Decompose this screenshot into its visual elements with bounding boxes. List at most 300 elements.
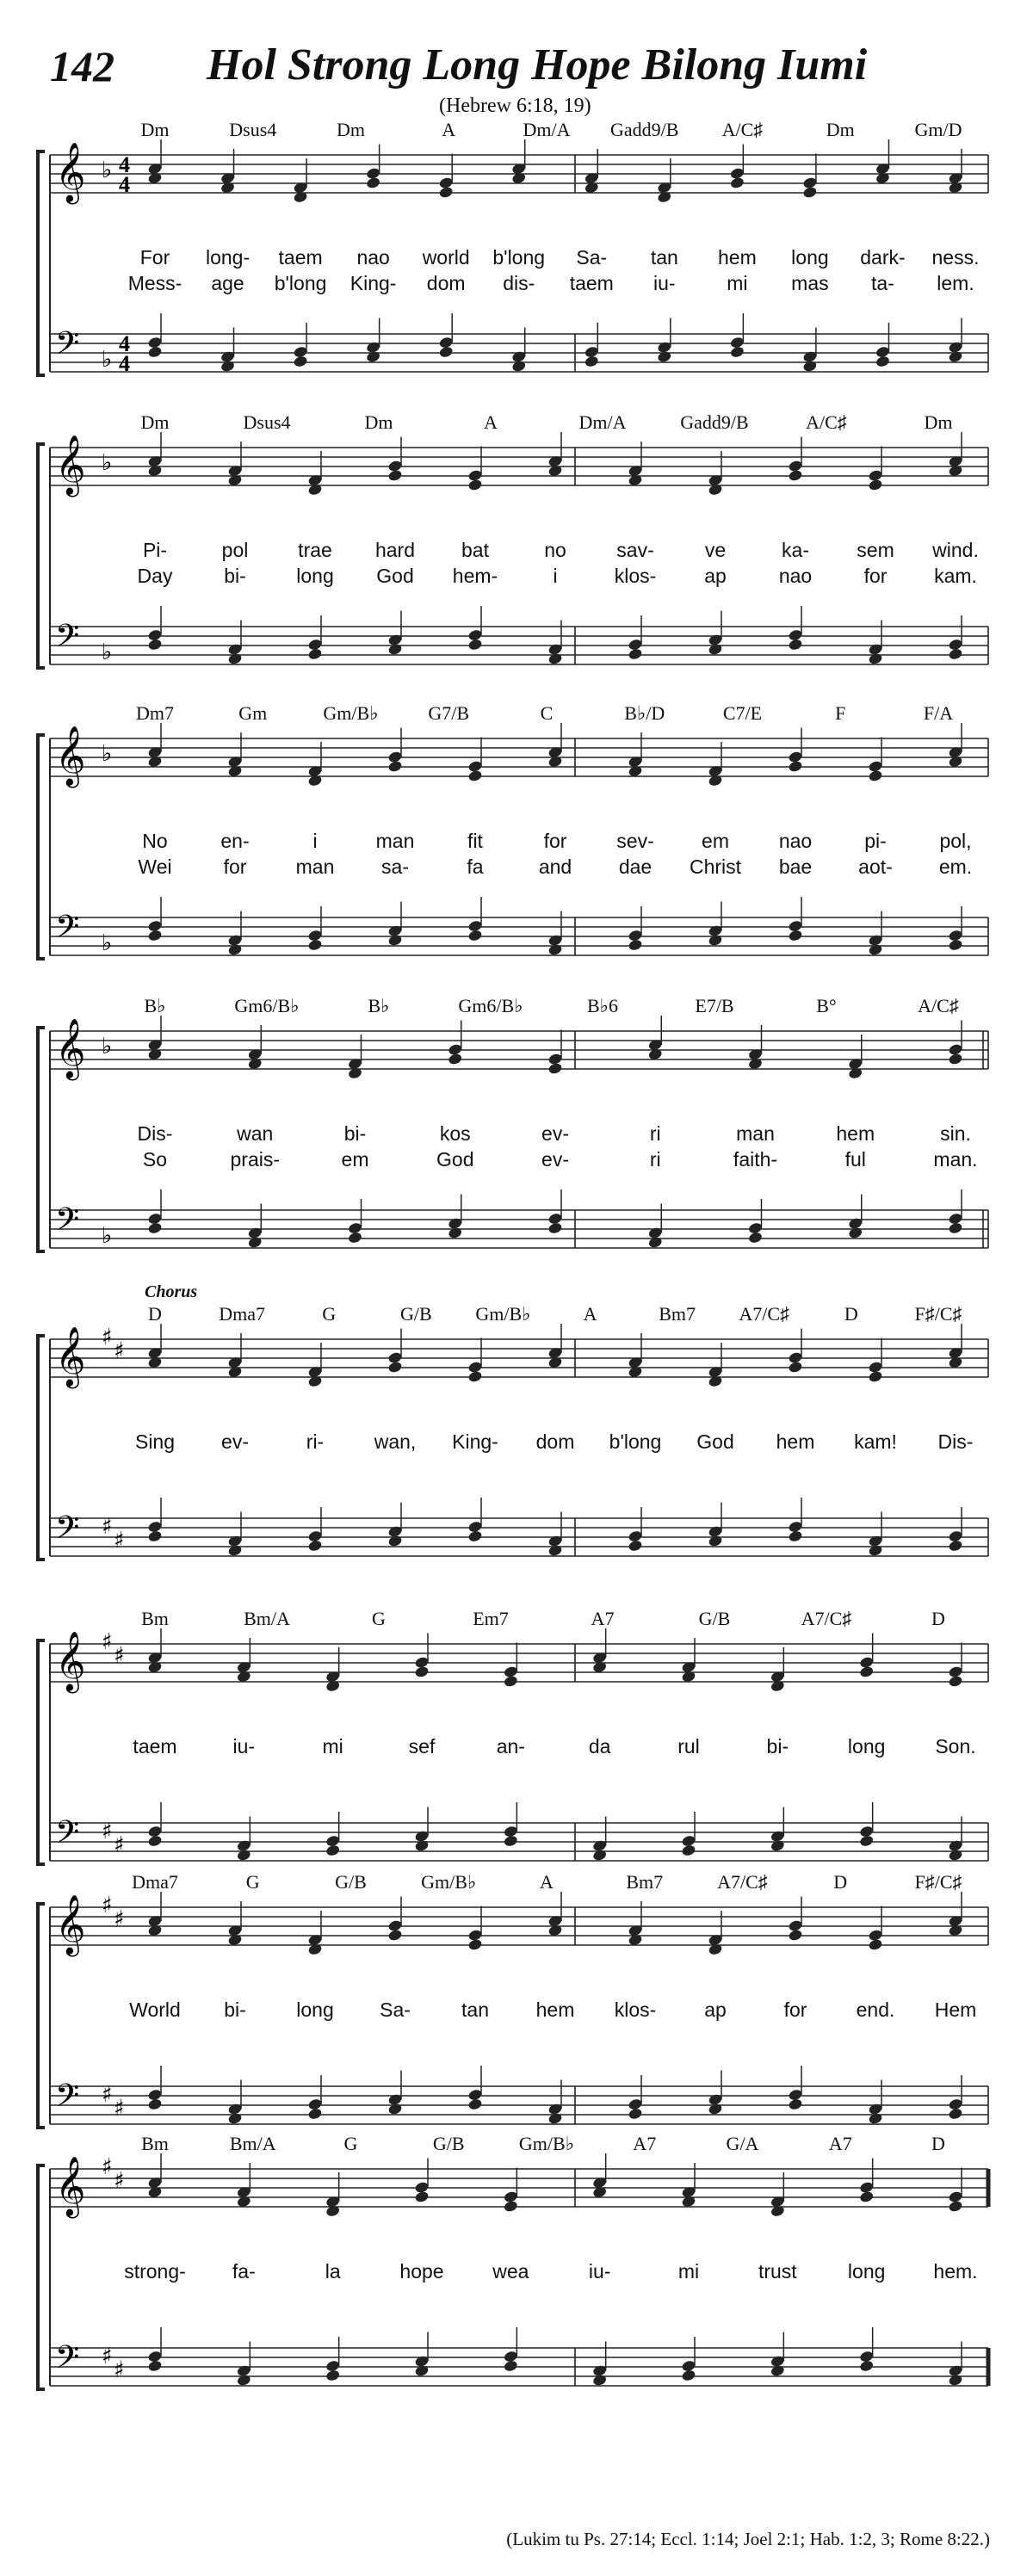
lyric-verse-2: for xyxy=(223,856,247,878)
lyric-verse-1: hope xyxy=(399,2260,444,2283)
time-signature: 4 xyxy=(119,351,130,376)
lyric-verse-1: la xyxy=(325,2260,341,2283)
chord-symbol: Dm xyxy=(140,411,170,433)
chord-symbol: Dm xyxy=(337,119,365,140)
treble-note xyxy=(387,469,403,482)
lyric-verse-1: hem xyxy=(776,1430,815,1453)
treble-note xyxy=(438,186,454,199)
chord-symbol: Em7 xyxy=(473,1608,509,1629)
lyric-verse-1: wind. xyxy=(932,539,979,561)
bass-note xyxy=(948,1849,963,1862)
lyric-verse-2: em. xyxy=(938,856,973,878)
lyric-verse-2: hem- xyxy=(452,565,498,587)
lyric-verse-2: man xyxy=(295,856,335,878)
lyric-verse-2: aot- xyxy=(858,856,893,878)
sharp-icon: ♯ xyxy=(102,1325,113,1350)
lyric-verse-2: dom xyxy=(426,272,466,294)
bass-note xyxy=(147,2359,163,2372)
lyric-verse-1: world xyxy=(422,246,470,269)
bass-note xyxy=(325,1844,341,1856)
bass-staff xyxy=(50,2348,988,2386)
lyric-verse-1: bi- xyxy=(224,1998,246,2021)
treble-note xyxy=(414,1665,430,1678)
chord-symbol: Dm xyxy=(826,119,855,140)
bass-note xyxy=(788,2097,803,2110)
chord-symbol: G/A xyxy=(726,2133,759,2154)
flat-icon: ♭ xyxy=(102,1034,113,1059)
lyric-verse-1: wea xyxy=(492,2260,529,2283)
lyric-verse-1: No xyxy=(142,830,168,852)
lyric-verse-2: for xyxy=(863,565,888,587)
lyric-verse-1: long xyxy=(847,2260,886,2283)
chord-symbol: B♭ xyxy=(368,995,390,1016)
bass-note xyxy=(227,2112,243,2125)
sharp-icon: ♯ xyxy=(114,1906,125,1932)
treble-note xyxy=(387,1361,403,1374)
lyric-verse-1: sav- xyxy=(616,539,654,561)
lyric-verse-2: and xyxy=(538,856,572,878)
sharp-icon: ♯ xyxy=(102,2344,113,2369)
lyric-verse-1: World xyxy=(129,1998,181,2021)
chord-symbol: Bm7 xyxy=(626,1871,664,1893)
bass-staff xyxy=(50,917,988,955)
treble-note xyxy=(788,469,803,482)
bass-note xyxy=(467,929,483,942)
lyric-verse-1: fa- xyxy=(232,2260,256,2283)
chord-symbol: Gm6/B♭ xyxy=(458,995,523,1016)
bass-note xyxy=(948,350,963,363)
bass-note xyxy=(387,643,403,656)
bass-note xyxy=(628,1539,643,1552)
system-bracket xyxy=(38,444,45,668)
bass-note xyxy=(802,360,818,373)
lyric-verse-2: dis- xyxy=(503,272,535,294)
lyric-verse-2: iu- xyxy=(653,272,676,294)
lyric-verse-2: faith- xyxy=(733,1148,778,1171)
bass-note xyxy=(868,652,883,665)
bass-note xyxy=(948,1539,963,1552)
lyric-verse-2: ri xyxy=(649,1148,661,1171)
chord-symbol: F/A xyxy=(923,702,954,724)
chord-symbol: A7/C♯ xyxy=(739,1303,790,1325)
lyric-verse-1: mi xyxy=(677,2260,700,2283)
lyric-verse-2: bae xyxy=(778,856,813,878)
chord-symbol: A xyxy=(484,411,498,433)
staff-system xyxy=(0,1601,1033,1893)
lyric-verse-1: man xyxy=(375,830,415,852)
bass-note xyxy=(414,2364,430,2377)
treble-note xyxy=(868,1370,883,1383)
chord-symbol: Dm xyxy=(140,119,170,140)
flat-icon: ♭ xyxy=(102,930,113,956)
chord-symbol: Bm/A xyxy=(229,2133,276,2154)
chord-symbol: Gm6/B♭ xyxy=(234,995,300,1016)
bass-note xyxy=(708,1535,723,1547)
lyric-verse-1: da xyxy=(588,1735,611,1757)
sharp-icon: ♯ xyxy=(114,2357,125,2383)
hymn-header xyxy=(0,0,1033,117)
bass-note xyxy=(770,2364,785,2377)
bass-note xyxy=(748,1231,764,1244)
treble-note xyxy=(366,176,381,189)
chord-symbol: Dma7 xyxy=(132,1871,178,1893)
chord-symbol: Dm xyxy=(924,411,953,433)
treble-note xyxy=(802,186,818,199)
treble-clef-icon: 𝄞 xyxy=(55,1631,86,1691)
treble-note xyxy=(387,1929,403,1942)
lyric-verse-1: hard xyxy=(374,539,416,561)
system-bracket xyxy=(38,1640,45,1864)
chord-symbol: C7/E xyxy=(722,702,763,724)
chord-symbol: D xyxy=(148,1303,162,1325)
chord-symbol: D xyxy=(931,2133,945,2154)
bass-note xyxy=(948,647,963,660)
lyric-verse-2: age xyxy=(211,272,244,294)
chord-symbol: Bm/A xyxy=(244,1608,290,1629)
lyric-verse-1: Sa- xyxy=(380,1998,411,2021)
lyric-verse-1: ness. xyxy=(931,246,980,269)
bass-note xyxy=(227,652,243,665)
treble-clef-icon: 𝄞 xyxy=(55,142,86,202)
chord-symbol: G xyxy=(245,1871,260,1893)
chord-symbol: G/B xyxy=(432,2133,465,2154)
bass-note xyxy=(307,647,323,660)
lyric-verse-1: long- xyxy=(205,246,251,269)
chord-symbol: A7/C♯ xyxy=(717,1871,768,1893)
lyric-verse-2: ap xyxy=(704,565,727,587)
lyric-verse-2: klos- xyxy=(614,565,657,587)
lyric-verse-1: an- xyxy=(496,1735,525,1757)
lyric-verse-1: taem xyxy=(133,1735,177,1757)
treble-note xyxy=(948,1053,963,1066)
bass-staff xyxy=(50,1210,988,1248)
lyric-verse-2: i xyxy=(553,565,558,587)
lyric-verse-1: wan, xyxy=(374,1430,417,1453)
treble-clef-icon: 𝄞 xyxy=(55,726,86,786)
bass-clef-icon: 𝄢 xyxy=(55,1510,80,1554)
lyric-verse-2: Mess- xyxy=(127,272,182,294)
chord-symbol: Dsus4 xyxy=(229,119,277,140)
lyric-verse-1: iu- xyxy=(588,2260,611,2283)
bass-note xyxy=(448,1226,463,1239)
lyric-verse-2: taem xyxy=(569,272,614,294)
bass-note xyxy=(293,355,308,368)
bass-note xyxy=(467,638,483,651)
bass-note xyxy=(387,1535,403,1547)
treble-note xyxy=(788,760,803,773)
bass-note xyxy=(387,934,403,947)
lyric-verse-1: trae xyxy=(298,539,332,561)
treble-staff xyxy=(50,2169,988,2207)
chord-symbol: D xyxy=(931,1608,945,1629)
chord-symbol: A xyxy=(583,1303,597,1325)
lyric-verse-1: nao xyxy=(778,830,813,852)
chord-symbol: A7 xyxy=(591,1608,615,1629)
treble-staff xyxy=(50,1031,988,1069)
bass-note xyxy=(848,1226,863,1239)
bass-clef-icon: 𝄢 xyxy=(55,909,80,953)
lyric-verse-1: tan xyxy=(461,1998,489,2021)
bass-note xyxy=(592,2374,608,2387)
bass-note xyxy=(414,1839,430,1852)
lyric-verse-1: iu- xyxy=(232,1735,256,1757)
lyric-verse-1: ap xyxy=(704,1998,727,2021)
bass-note xyxy=(592,1849,608,1862)
chord-symbol: B♭/D xyxy=(624,702,665,724)
bass-note xyxy=(467,1529,483,1542)
treble-note xyxy=(467,769,483,782)
bass-clef-icon: 𝄢 xyxy=(55,618,80,662)
lyric-verse-1: dark- xyxy=(860,246,906,269)
lyric-verse-1: strong- xyxy=(124,2260,186,2283)
chord-symbol: A7 xyxy=(828,2133,852,2154)
sharp-icon: ♯ xyxy=(114,1643,125,1669)
lyric-verse-1: i xyxy=(312,830,318,852)
bass-staff xyxy=(50,1518,988,1556)
lyric-verse-1: For xyxy=(139,246,170,269)
treble-clef-icon: 𝄞 xyxy=(55,1018,86,1078)
bass-note xyxy=(236,1849,251,1862)
lyric-verse-2: God xyxy=(376,565,414,587)
lyric-verse-1: kos xyxy=(439,1122,471,1145)
bass-note xyxy=(948,938,963,951)
treble-clef-icon: 𝄞 xyxy=(55,2156,86,2216)
flat-icon: ♭ xyxy=(102,347,113,373)
chord-symbol: A/C♯ xyxy=(721,119,764,140)
staff-system xyxy=(0,988,1033,1281)
sharp-icon: ♯ xyxy=(114,2096,125,2122)
chord-symbol: G/B xyxy=(335,1871,367,1893)
treble-note xyxy=(859,2190,875,2203)
lyric-verse-2: ta- xyxy=(871,272,894,294)
bass-note xyxy=(868,943,883,956)
chord-symbol: G xyxy=(322,1303,337,1325)
bass-note xyxy=(547,652,563,665)
chord-symbol: F xyxy=(835,702,846,724)
flat-icon: ♭ xyxy=(102,1223,113,1249)
lyric-verse-1: hem xyxy=(535,1998,575,2021)
chord-symbol: F♯/C♯ xyxy=(914,1871,962,1893)
chord-symbol: A7/C♯ xyxy=(801,1608,852,1629)
lyric-verse-1: bi- xyxy=(766,1735,789,1757)
treble-staff xyxy=(50,1644,988,1682)
lyric-verse-1: Dis- xyxy=(937,1430,974,1453)
sharp-icon: ♯ xyxy=(102,2082,113,2108)
chord-symbol: G7/B xyxy=(428,702,470,724)
chord-symbol: G xyxy=(372,1608,386,1629)
lyric-verse-2: Christ xyxy=(689,856,742,878)
lyric-verse-2: bi- xyxy=(224,565,246,587)
staff-system xyxy=(0,695,1033,988)
treble-note xyxy=(868,479,883,491)
lyric-verse-1: man xyxy=(736,1122,775,1145)
lyric-verse-2: God xyxy=(436,1148,474,1171)
lyric-verse-2: long xyxy=(296,565,334,587)
lyric-verse-2: fa xyxy=(467,856,484,878)
lyric-verse-2: King- xyxy=(349,272,397,294)
bass-note xyxy=(681,1844,696,1856)
bass-staff xyxy=(50,2086,988,2124)
treble-staff xyxy=(50,1339,988,1377)
chord-symbol: Dm xyxy=(364,411,393,433)
bass-note xyxy=(859,1834,875,1847)
chord-symbol: Dm/A xyxy=(578,411,627,433)
bass-note xyxy=(547,2112,563,2125)
system-bracket xyxy=(38,151,45,375)
chord-symbol: Bm xyxy=(141,2133,169,2154)
lyric-verse-2: So xyxy=(142,1148,168,1171)
treble-staff xyxy=(50,448,988,485)
bass-note xyxy=(708,934,723,947)
lyric-verse-1: sef xyxy=(408,1735,436,1757)
chord-symbol: A/C♯ xyxy=(806,411,847,433)
chord-symbol: Dsus4 xyxy=(243,411,291,433)
lyric-verse-1: Son. xyxy=(935,1735,976,1757)
bass-note xyxy=(948,2107,963,2120)
bass-note xyxy=(366,350,381,363)
chorus-label: Chorus xyxy=(145,1282,198,1301)
lyric-verse-1: en- xyxy=(220,830,250,852)
system-bracket xyxy=(38,2165,45,2389)
lyric-verse-1: nao xyxy=(356,246,390,269)
lyric-verse-1: hem xyxy=(836,1122,875,1145)
chord-symbol: Gadd9/B xyxy=(610,119,679,140)
treble-note xyxy=(467,1938,483,1951)
treble-staff xyxy=(50,1907,988,1945)
lyric-verse-1: pol xyxy=(221,539,249,561)
lyric-verse-2: man. xyxy=(933,1148,978,1171)
chord-symbol: G/B xyxy=(698,1608,731,1629)
bass-note xyxy=(147,929,163,942)
lyric-verse-1: sev- xyxy=(616,830,654,852)
bass-note xyxy=(547,943,563,956)
treble-note xyxy=(788,1361,803,1374)
lyric-verse-1: ev- xyxy=(221,1430,249,1453)
lyric-verse-1: ri xyxy=(649,1122,661,1145)
sharp-icon: ♯ xyxy=(102,1514,113,1540)
flat-icon: ♭ xyxy=(102,741,113,767)
sharp-icon: ♯ xyxy=(102,1893,113,1918)
chord-symbol: Gm/D xyxy=(914,119,962,140)
bass-note xyxy=(147,1834,163,1847)
lyric-verse-1: no xyxy=(544,539,566,561)
lyric-verse-1: ka- xyxy=(782,539,809,561)
treble-note xyxy=(948,1675,963,1688)
lyric-verse-1: sem xyxy=(857,539,894,561)
system-bracket xyxy=(38,1336,45,1560)
lyric-verse-2: ev- xyxy=(541,1148,569,1171)
bass-note xyxy=(220,360,236,373)
time-signature: 4 xyxy=(119,152,130,177)
lyric-verse-1: ri- xyxy=(306,1430,325,1453)
lyric-verse-1: ev- xyxy=(541,1122,569,1145)
chord-symbol: Dm/A xyxy=(523,119,571,140)
chord-symbol: Gm/B♭ xyxy=(323,702,379,724)
time-signature: 4 xyxy=(119,331,130,356)
lyric-verse-1: trust xyxy=(758,2260,797,2283)
chord-symbol: Dma7 xyxy=(219,1303,265,1325)
lyric-verse-1: end. xyxy=(856,1998,895,2021)
lyric-verse-1: b'long xyxy=(492,246,546,269)
treble-note xyxy=(467,479,483,491)
lyric-verse-1: Dis- xyxy=(137,1122,173,1145)
bass-note xyxy=(307,1539,323,1552)
bass-note xyxy=(147,345,163,358)
lyric-verse-1: sin. xyxy=(940,1122,971,1145)
lyric-verse-1: hem. xyxy=(933,2260,978,2283)
lyric-verse-1: pi- xyxy=(864,830,887,852)
chord-symbol: E7/B xyxy=(695,995,734,1016)
lyric-verse-2: em xyxy=(341,1148,369,1171)
lyric-verse-1: Pi- xyxy=(142,539,168,561)
lyric-verse-1: wan xyxy=(237,1122,274,1145)
bass-note xyxy=(503,2359,518,2372)
chord-symbol: B♭6 xyxy=(586,995,619,1016)
treble-clef-icon: 𝄞 xyxy=(55,435,86,495)
bass-note xyxy=(438,345,454,358)
hymn-number: 142 xyxy=(50,42,114,90)
footer-references: (Lukim tu Ps. 27:14; Eccl. 1:14; Joel 2:1; Hab. 1:2, 3; Rome 8:22.) xyxy=(506,2529,990,2549)
treble-note xyxy=(467,1370,483,1383)
bass-note xyxy=(657,350,672,363)
bass-note xyxy=(868,1544,883,1557)
bass-note xyxy=(770,1839,785,1852)
lyric-verse-2: Wei xyxy=(138,856,172,878)
lyric-verse-1: bi- xyxy=(343,1122,367,1145)
lyric-verse-2: mi xyxy=(727,272,748,294)
chord-symbol: Gm/B♭ xyxy=(421,1871,477,1893)
lyric-verse-1: klos- xyxy=(614,1998,657,2021)
chord-symbol: A xyxy=(540,1871,554,1893)
bass-note xyxy=(547,1221,563,1234)
lyric-verse-1: Sing xyxy=(134,1430,176,1453)
system-bracket xyxy=(38,1904,45,2128)
lyric-verse-1: for xyxy=(783,1998,807,2021)
treble-note xyxy=(948,2200,963,2213)
bass-note xyxy=(348,1231,363,1244)
lyric-verse-2: mas xyxy=(791,272,829,294)
staff-system xyxy=(0,1864,1033,2157)
lyric-verse-1: long xyxy=(847,1735,886,1757)
lyric-verse-2: nao xyxy=(778,565,813,587)
system-bracket xyxy=(38,1028,45,1251)
treble-clef-icon: 𝄞 xyxy=(55,1326,86,1387)
lyric-verse-1: hem xyxy=(717,246,757,269)
bass-note xyxy=(227,943,243,956)
lyric-verse-2: ful xyxy=(844,1148,866,1171)
lyric-verse-1: taem xyxy=(278,246,323,269)
lyric-verse-1: long xyxy=(296,1998,334,2021)
bass-note xyxy=(948,2374,963,2387)
lyric-verse-1: rul xyxy=(677,1735,700,1757)
bass-clef-icon: 𝄢 xyxy=(55,1814,80,1858)
staff-system xyxy=(0,1282,1033,1589)
treble-note xyxy=(859,1665,875,1678)
bass-note xyxy=(547,1544,563,1557)
chord-symbol: A xyxy=(442,119,456,140)
sharp-icon: ♯ xyxy=(102,2154,113,2180)
lyric-verse-1: God xyxy=(696,1430,734,1453)
flat-icon: ♭ xyxy=(102,158,113,183)
bass-note xyxy=(227,1544,243,1557)
lyric-verse-1: ve xyxy=(704,539,727,561)
lyric-verse-2: kam. xyxy=(934,565,977,587)
sharp-icon: ♯ xyxy=(114,1528,125,1554)
bass-note xyxy=(708,2103,723,2116)
lyric-verse-2: b'long xyxy=(274,272,327,294)
bass-note xyxy=(503,1834,518,1847)
bass-note xyxy=(325,2369,341,2381)
